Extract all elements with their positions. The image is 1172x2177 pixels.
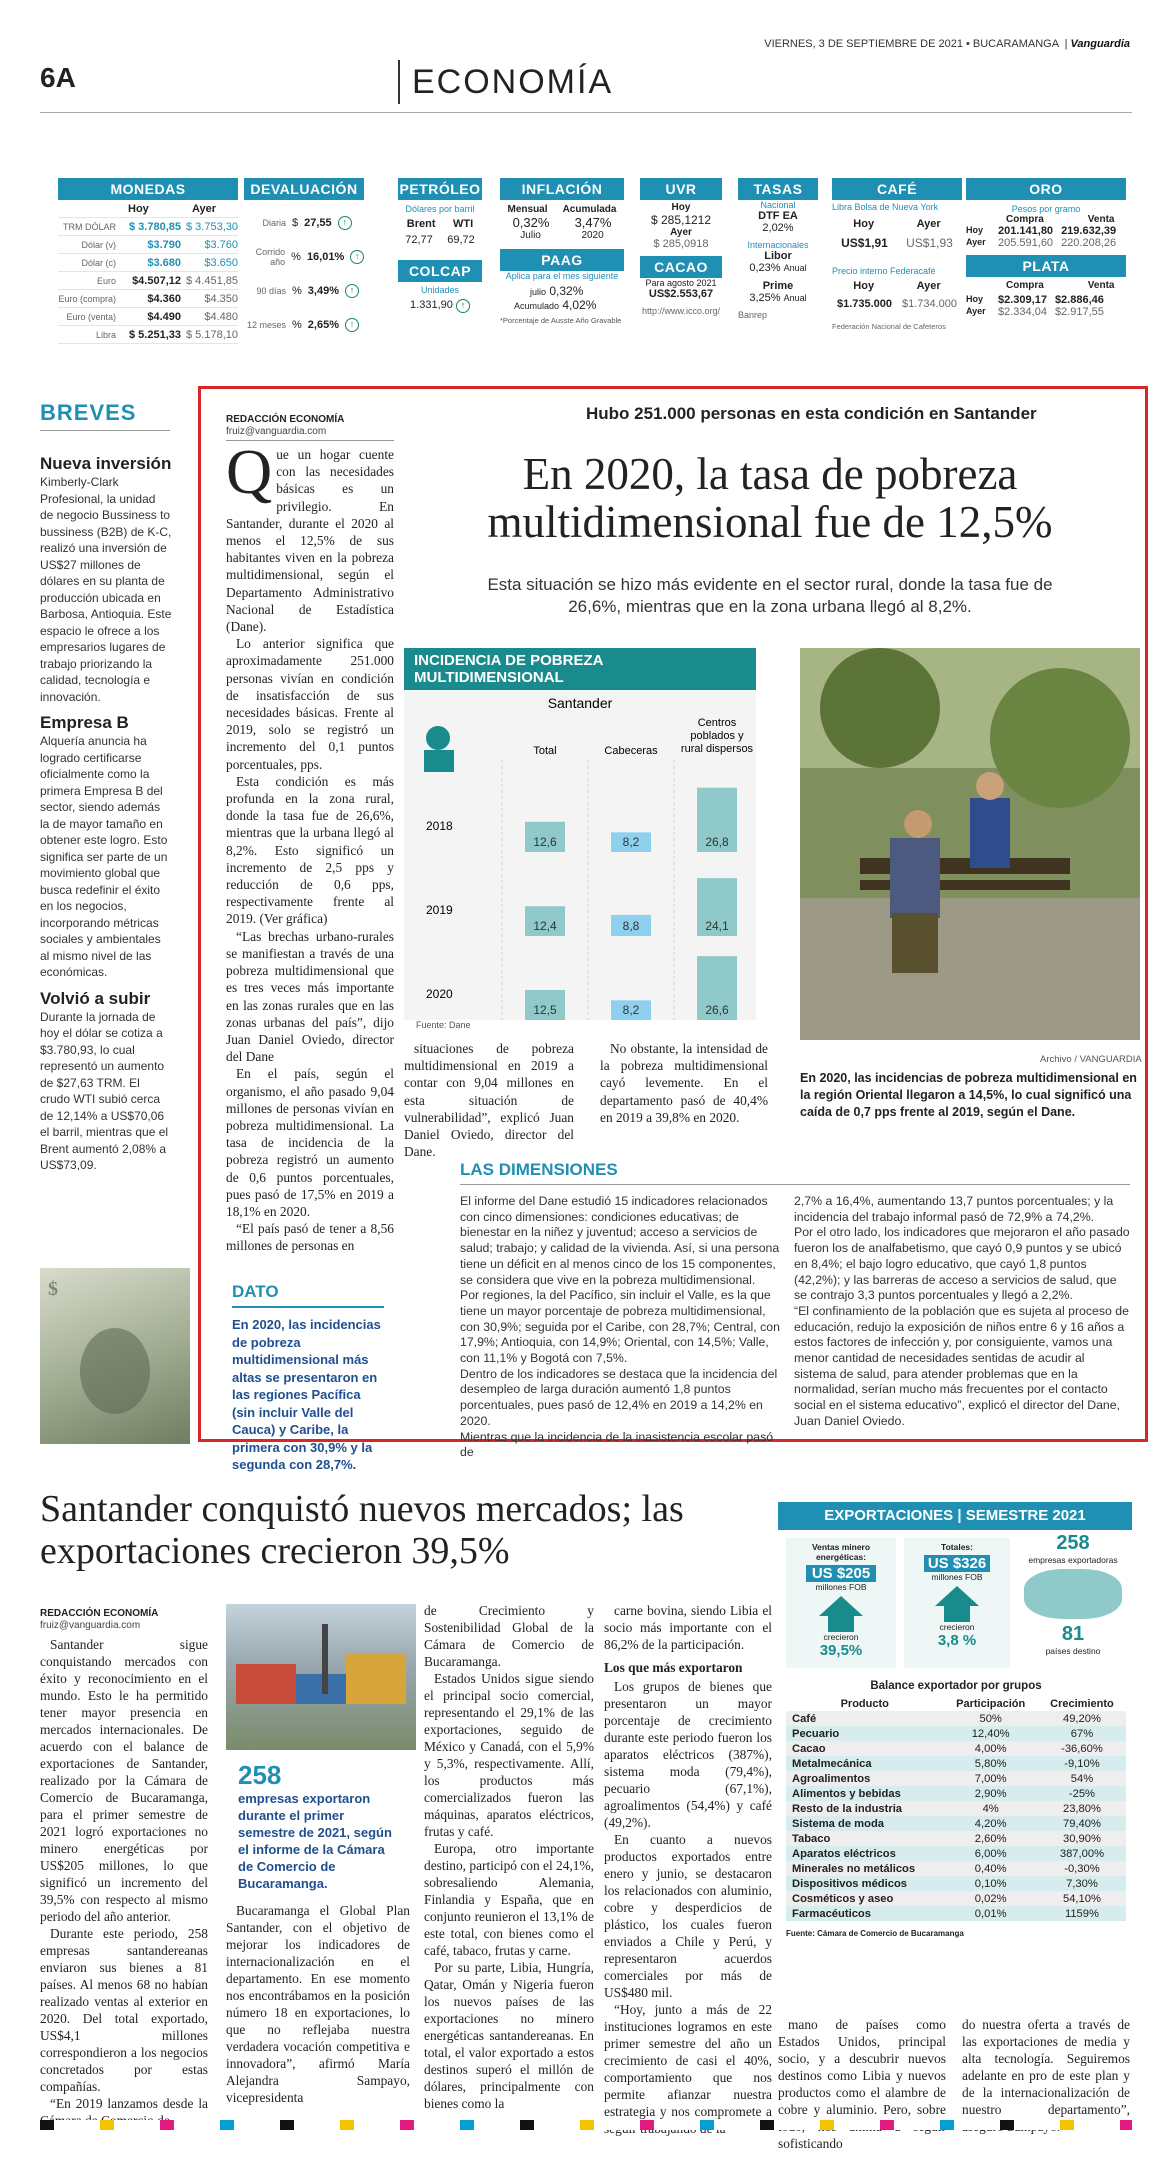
table-row: Tabaco 2,60% 30,90% (786, 1831, 1126, 1846)
paragraph: Europa, otro importante destino, participó con el 24,1%, sobresaliendo Alemania, Finlandia y España, que en conjunto reunieron el 13,1% de este total, con bienes como el café, tabaco, frutas y carne. (424, 1841, 594, 1958)
arrow-up-icon: ↑ (456, 299, 470, 313)
moneda-row (58, 254, 238, 272)
paragraph: Los grupos de bienes que presentaron un mayor porcentaje de crecimiento durante este periodo fueron los aparatos eléctricos (387%), sistema moda (79,4%), pecuario (67,1%), agroalimentos (54,4%) y café (49,2%). (604, 1679, 772, 1830)
table-row: Cacao 4,00% -36,60% (786, 1741, 1126, 1756)
dato-text: En 2020, las incidencias de pobreza multidimensional más altas se presentaron en las regiones Pacífica (sin incluir Valle del Cauca) y Caribe, la primera con 30,9% y la segunda con 28,7%. (232, 1317, 381, 1472)
table-row: Cosméticos y aseo 0,02% 54,10% (786, 1891, 1126, 1906)
moneda-label: TRM DÓLAR (62, 222, 116, 232)
dimensiones-col2 (794, 1194, 1130, 1430)
photo-credit: Archivo / VANGUARDIA (1040, 1054, 1142, 1065)
arrow-up-icon: ↑ (338, 216, 352, 230)
paragraph: Santander sigue conquistando mercados con éxito y reconocimiento en el mundo. Esto le ha permitido tener mayor presencia en mercados internacionales. De acuerdo con el balance de exportaciones de Santander, realizado por la Cámara de Comercio de Bucaramanga, para el primer semestre de 2021 logró exportaciones no minero energéticas por US$205 millones, lo que significó un incremento del 39,5% con respecto al mismo periodo del año anterior. (40, 1637, 208, 1924)
inflacion-box: INFLACIÓN Mensual Acumulada 0,32% 3,47% Julio 2020 PAAG Aplica para el mes siguiente julio 0,32% Acumulado 4,02% *Porcentaje de Ausste Año Gravable (500, 178, 624, 368)
breves-column (40, 446, 172, 1174)
paragraph: El informe del Dane estudió 15 indicadores relacionados con cinco dimensiones: condiciones educativas; de bienestar en la niñez y juventud; acceso a servicios de salud; trabajo; y calidad de la vivienda. Así, si una persona tiene un déficit en al menos cinco de los 15 componentes, se considera que vive en la pobreza multidimensional. (460, 1194, 780, 1287)
petroleo-box: PETRÓLEO Dólares por barril Brent WTI 72,77 69,72 COLCAP Unidades 1.331,90 ↑ (398, 178, 482, 368)
category-label: poblados y (690, 730, 744, 742)
article-col2: situaciones de pobreza multidimensional en 2019 a contar con 9,04 millones en esta situación de vulnerabilidad”, explicó Juan Daniel Oviedo, director del Dane. (404, 1041, 574, 1160)
world-map-icon (1024, 1569, 1122, 1619)
moneda-hoy: $ 5.251,33 (129, 329, 181, 341)
data-label: 8,2 (622, 1003, 640, 1017)
moneda-label: Euro (venta) (66, 312, 116, 322)
dev-row (244, 206, 364, 240)
data-label: 12,4 (533, 919, 557, 933)
moneda-row (58, 326, 238, 344)
oro-box: ORO Pesos por gramo Compra Venta Hoy 201.141,80 219.632,39 Ayer 205.591,60 220.208,26 PLATA Compra Venta Hoy $2.309,17 $2.886,46 Ayer $2.334,04 $2.917,55 (966, 178, 1126, 368)
breve-body: Alquería anuncia ha logrado certificarse oficialmente como la primera Empresa B del sector, siendo además la de mayor tamaño en obtener este logro. Esto significa ser parte de un movimiento global que busca redefinir el éxito en los negocios, incorporando métricas sociales y ambientales al mismo nivel de las económicas. (40, 734, 168, 979)
moneda-ayer: $ 5.178,10 (186, 329, 238, 341)
table-row: Pecuario 12,40% 67% (786, 1726, 1126, 1741)
paragraph: “En 2019 lanzamos desde la (50, 2096, 208, 2111)
data-label: 12,5 (533, 1003, 557, 1017)
headline: En 2020, la tasa de pobreza multidimensional fue de 12,5% (487, 449, 1053, 547)
table-row: Minerales no metálicos 0,40% -0,30% (786, 1861, 1126, 1876)
category-label: Centros (697, 717, 737, 729)
cafe-box: CAFÉ Libra Bolsa de Nueva York Hoy Ayer US$1,91 US$1,93 Precio interno Federacafé Hoy Ayer $1.735.000 $1.734.000 Federación Nacional de Cafeteros (832, 178, 962, 368)
balance-table: Producto Participación Crecimiento Café 50% 49,20% Pecuario 12,40% 67% Cacao 4,00% -36,60% Metalmecánica 5,80% -9,10% Agroalimentos 7,00% 54% Alimentos y bebidas 2,90% -25% Resto de la industria 4% 23,80% Sistema de moda 4,20% 79,40% Tabaco 2,60% 30,90% Aparatos eléctricos 6,00% 387,00% Minerales no metálicos 0,40% -0,30% Dispositivos médicos 0,10% 7,30% Cosméticos y aseo 0,02% 54,10% Farmacéuticos 0,01% 1159% (786, 1696, 1126, 1921)
arrow-up-icon: ↑ (350, 250, 364, 264)
paragraph: En cuanto a nuevos productos exportados entre enero y junio, se destacaron los relacionados con aluminio, cobre y desperdicios de plástico, los cuales fueron enviados a Chile y Perú, y representaron acuerdos comerciales por más de US$480 mil. (604, 1832, 772, 2000)
monedas-title: MONEDAS (58, 178, 238, 200)
bottom-col1 (40, 1636, 208, 2129)
bottom-headline: Santander conquistó nuevos mercados; las exportaciones crecieron 39,5% (40, 1488, 684, 1572)
category-label: Cabeceras (604, 745, 658, 757)
table-title: Balance exportador por grupos (870, 1680, 1042, 1692)
moneda-ayer: $3.760 (204, 239, 238, 251)
header-divider (40, 112, 1132, 113)
port-photo (226, 1604, 416, 1750)
dimensiones-title: LAS DIMENSIONES (460, 1160, 618, 1179)
table-row: Agroalimentos 7,00% 54% (786, 1771, 1126, 1786)
year-label: 2019 (426, 903, 453, 917)
dev-unit: % (292, 285, 302, 297)
paragraph: Durante este periodo, 258 empresas santandereanas enviaron sus bienes a 81 países. Al menos 68 no habían realizado ventas al exterior en 2020. Del total exportado, US$4,1 millones correspondieron a los negocios concretados por estas compañías. (40, 1926, 208, 2094)
devaluacion-box: DEVALUACIÓN Diaria $ 27,55 ↑ Corrido año % 16,01% ↑ 90 días % 3,49% ↑ 12 meses % 2,65% ↑ (244, 178, 364, 368)
table-row: Dispositivos médicos 0,10% 7,30% (786, 1876, 1126, 1891)
dato-title: DATO (232, 1282, 384, 1308)
moneda-ayer: $ 4.451,85 (186, 275, 238, 287)
article-col3: No obstante, la intensidad de la pobreza multidimensional cayó levemente. En el departamento pasó de 40,4% en 2019 a 39,8% en 2020. (600, 1041, 768, 1125)
dimensiones-col1 (460, 1194, 782, 1461)
moneda-row (58, 308, 238, 326)
moneda-label: Dólar (c) (81, 258, 116, 268)
byline-email: fruiz@vanguardia.com (226, 426, 327, 437)
paragraph: Por su parte, Libia, Hungría, Qatar, Omán y Nigeria fueron los nuevos países de las exportaciones no minero energéticas santandereanas. En total, el valor exportado a estos destinos superó el millón de dólares, principalmente con bienes como la (424, 1960, 594, 2111)
big-number: 258 (238, 1760, 282, 1790)
monedas-box: MONEDAS Hoy Ayer TRM DÓLAR $ 3.780,85 $ 3.753,30 Dólar (v) $3.790 $3.760 Dólar (c) $3.680 $3.650 Euro $4.507,12 $ 4.451,85 Euro (compra) $4.360 $4.350 Euro (venta) $4.490 $4.480 Libra $ 5.251,33 $ 5.178,10 (58, 178, 238, 368)
moneda-label: Libra (95, 330, 116, 340)
data-label: 12,6 (533, 835, 557, 849)
subhead: Los que más exportaron (604, 1660, 743, 1675)
paragraph: Estados Unidos sigue siendo el principal socio comercial, representando el 29,1% de las exportaciones, seguido de México y Canadá, con el 5,9% y 5,3%, respectivamente. Allí, los productos más comercializados fueron las máquinas, aparatos eléctricos, frutas y café. (424, 1671, 594, 1839)
paragraph: Dentro de los indicadores se destaca que la incidencia del desempleo de larga duración aumentó 1,8 puntos porcentuales, pues pasó de 12,4% en 2019 a 14,2% en 2020. (460, 1366, 778, 1428)
data-label: 26,6 (705, 1003, 729, 1017)
category-label: Total (533, 745, 557, 757)
dato-box (232, 1282, 384, 1474)
year-label: 2020 (426, 987, 453, 1001)
moneda-hoy: $4.490 (147, 311, 181, 323)
paragraph: “El confinamiento de la población que es sujeta al proceso de educación, redujo la exposición de niños entre 6 y 16 años a estos factores de infección y, por consiguiente, vamos una menor cantidad de necesidades sentidas de acudir al sistema de salud, para atender problemas que en la normalidad, serían mucho más frecuentes por el contacto social en el sistema educativo”, explicó el director del Dane, Juan Daniel Oviedo. (794, 1303, 1129, 1428)
dev-value: 2,65% (307, 319, 339, 331)
chart-subtitle: Santander (547, 695, 613, 711)
colcap-title: COLCAP (398, 260, 482, 282)
moneda-row (58, 290, 238, 308)
paragraph: Lo anterior significa que aproximadamente 251.000 personas vivían en condición de insatisfacción de sus necesidades básicas. Frente al 2019, solo se registró un incremento del 0,1 puntos porcentuales, pps. (226, 636, 394, 772)
photo-caption: En 2020, las incidencias de pobreza multidimensional en la región Oriental llegaron a 14,5%, lo cual significó una caída de 0,7 pps frente al 2019, según el Dane. (800, 1071, 1137, 1119)
table-row: Farmacéuticos 0,01% 1159% (786, 1906, 1126, 1921)
chart-title: INCIDENCIA DE POBREZA MULTIDIMENSIONAL (404, 648, 756, 690)
paragraph: “Hoy, junto a más de 22 instituciones logramos en este primer semestre del año un crecimiento de casi el 40%, comportamiento que nos permite afianzar nuestra estrategia y nos compromete a (604, 2002, 772, 2119)
paragraph: “Las brechas urbano-rurales se manifiestan a través de una pobreza multidimensional que es tres veces más importante en las zonas rurales que en las zonas urbanas del país”, dijo Juan Daniel Oviedo, director del Dane (226, 928, 394, 1065)
moneda-row (58, 236, 238, 254)
dev-unit: % (291, 251, 301, 263)
table-row: Aparatos eléctricos 6,00% 387,00% (786, 1846, 1126, 1861)
dev-row (244, 308, 364, 342)
category-label: rural dispersos (680, 743, 754, 755)
data-label: 26,8 (705, 835, 729, 849)
data-label: 8,2 (622, 835, 640, 849)
paragraph: 2,7% a 16,4%, aumentando 13,7 puntos porcentuales; y la incidencia del trabajo informal pasó de 72,9% a 74,2%. (794, 1194, 1114, 1224)
paragraph: ue un hogar cuente con las necesidades básicas es un privilegio. En Santander, durante el 2020 al menos el 12,5% de sus habitantes viven en la pobreza multidimensional, según el Departamento Administrativo Nacional de Estadística (Dane). (226, 447, 394, 635)
paragraph: Mientras que la incidencia de la inasistencia escolar pasó de (460, 1429, 774, 1460)
dev-value: 3,49% (307, 285, 339, 297)
breve-body: Durante la jornada de hoy el dólar se cotiza a $3.780,93, lo cual representó un aumento de $27,63 TRM. El crudo WTI subió cerca de 12,14% a US$70,06 el barril, mientras que el Brent aumentó 2,08% a US$73,09. (40, 1009, 169, 1172)
moneda-ayer: $4.350 (204, 293, 238, 305)
dev-label: Corrido año (255, 247, 286, 267)
arrow-up-icon (935, 1586, 979, 1606)
article-col1 (226, 436, 394, 1255)
paragraph: “El país pasó de tener a 8,56 millones de personas en (226, 1221, 394, 1254)
table-row: Metalmecánica 5,80% -9,10% (786, 1756, 1126, 1771)
data-label: 8,8 (622, 919, 640, 933)
article-photo (800, 648, 1140, 1040)
moneda-ayer: $ 3.753,30 (186, 221, 238, 233)
page-number: 6A (40, 62, 76, 93)
bottom-col2: Bucaramanga el Global Plan Santander, con el objetivo de mejorar los indicadores de internacionalización en el departamento. En ese momento nos encontrábamos en la posición número 18 en exportaciones, lo que no reflejaba nuestra verdadera vocación competitiva e innovadora”, afirmó María Alejandra Sampayo, vicepresidenta (226, 1903, 410, 2105)
breve-head: Volvió a subir (40, 988, 151, 1008)
dev-row (244, 240, 364, 274)
moneda-hoy: $ 3.780,85 (129, 221, 181, 233)
dev-label: 90 días (256, 286, 286, 296)
family-icon (426, 726, 450, 750)
data-label: 24,1 (705, 919, 729, 933)
dollar-bill-image: $ (40, 1268, 190, 1444)
breve-head: Nueva inversión (40, 454, 172, 473)
bottom-col4: carne bovina, siendo Libia el socio más importante con el 86,2% de la participación. Los que más exportaron Los grupos de bienes que presentaron un mayor porcentaje de crecimiento durante este periodo fueron los aparatos eléctricos (387%), sistema moda (79,4%), pecuario (67,1%), agroalimentos (54,4%) y café (49,2%). En cuanto a nuevos productos exportados entre enero y junio, se destacaron los relacionados con aluminio, cobre y desperdicios de plástico, los cuales fueron enviados a Chile y Perú, y representaron acuerdos comerciales por más de US$480 mil. “Hoy, junto a más de 22 instituciones logramos en este primer semestre del año un crecimiento de casi el 40%, comportamiento que nos permite afianzar nuestra estrategia y nos compromete a (604, 1602, 772, 2137)
kicker: Hubo 251.000 personas en esta condición en Santander (586, 404, 1037, 423)
breve-head: Empresa B (40, 713, 129, 732)
byline: REDACCIÓN ECONOMÍA (226, 414, 345, 425)
arrow-up-icon: ↑ (345, 318, 359, 332)
page-dateline: VIERNES, 3 DE SEPTIEMBRE DE 2021 • BUCARAMANGA | Vanguardia (764, 38, 1130, 50)
moneda-hoy: $4.507,12 (132, 275, 181, 287)
table-row: Resto de la industria 4% 23,80% (786, 1801, 1126, 1816)
paragraph: Por el otro lado, los indicadores que mejoraron el año pasado fueron los de analfabetismo, que cayó 0,9 puntos y se ubicó en 8,4%; el bajo logro educativo, que cayó 1,8 puntos (42,2%); y las barreras de acceso a servicios de salud, que se contrajo 3,3 puntos porcentuales y llegó a 2,2%. (794, 1225, 1130, 1303)
uvr-box: UVR Hoy $ 285,1212 Ayer $ 285,0918 CACAO Para agosto 2021 US$2.553,67 http://www.icco.org/ (640, 178, 722, 368)
dev-row (244, 274, 364, 308)
dropcap: Q (226, 436, 273, 507)
tasas-box: TASAS Nacional DTF EA 2,02% Internacionales Libor 0,23% Anual Prime 3,25% Anual Banrep (738, 178, 818, 368)
moneda-ayer: $3.650 (204, 257, 238, 269)
dev-value: 16,01% (306, 251, 345, 263)
table-row: Café 50% 49,20% (786, 1711, 1126, 1726)
bottom-col5: mano de países como Estados Unidos, principal socio, y a descubrir nuevos destinos como Libia y nuevos productos como el alambre de cobre y aluminio. Pero, sobre sofisticando (778, 2017, 946, 2151)
chart-source: Fuente: Dane (416, 1020, 471, 1030)
section-title: ECONOMÍA (398, 60, 613, 104)
bottom-col6: do nuestra oferta a través de las exportaciones de media y alta tecnología. Seguiremos adelante en pro de este plan y de la internacionalización de nuestro departamento”, (962, 2017, 1130, 2117)
moneda-label: Euro (96, 276, 116, 286)
dev-label: 12 meses (246, 320, 286, 330)
exports-title: EXPORTACIONES | SEMESTRE 2021 (778, 1502, 1132, 1530)
dev-value: 27,55 (304, 217, 332, 229)
year-label: 2018 (426, 819, 453, 833)
dev-unit: % (292, 319, 302, 331)
moneda-label: Dólar (v) (81, 240, 116, 250)
table-row: Sistema de moda 4,20% 79,40% (786, 1816, 1126, 1831)
brand-logo: Vanguardia (1070, 38, 1130, 50)
deck: Esta situación se hizo más evidente en el sector rural, donde la tasa fue de 26,6%, mientras que en la zona urbana llegó al 8,2%. (487, 575, 1053, 616)
paragraph: En el país, según el organismo, el año pasado 9,04 millones de personas vivían en pobreza multidimensional. La tasa de incidencia de la pobreza registró un aumento de 0,6 puntos porcentuales, pues pasó de 17,5% en 2019 a 18,1% en 2020. (226, 1066, 394, 1219)
moneda-row (58, 218, 238, 236)
arrow-up-icon (819, 1596, 863, 1616)
chart (404, 648, 756, 1030)
bottom-col3 (424, 1602, 594, 2112)
moneda-ayer: $4.480 (204, 311, 238, 323)
exports-infographic: EXPORTACIONES | SEMESTRE 2021 Ventas minero energéticas: US $205 millones FOB crecieron 39,5% Totales: US $326 millones FOB crecieron 3,8 % 258 empresas exportadoras 81 países destino Balance exportador por grupos Producto Participación Crecimiento Café 50% 49,20% Pecuario 12,40% 67% Cacao 4,00% -36,60% Metalmecánica 5,80% -9,10% Agroalimentos 7,00% 54% Alimentos y bebidas 2,90% -25% Resto de la industria 4% 23,80% Sistema de moda 4,20% 79,40% Tabaco 2,60% 30,90% Aparatos eléctricos 6,00% 387,00% Minerales no metálicos 0,40% -0,30% Dispositivos médicos 0,10% 7,30% Cosméticos y aseo 0,02% 54,10% Farmacéuticos 0,01% 1159% Fuente: Cámara de Comercio de Bucaramanga (778, 1502, 1132, 2002)
moneda-hoy: $4.360 (147, 293, 181, 305)
footer-color-bar (40, 2120, 1132, 2130)
paragraph: Esta condición es más profunda en la zona rural, donde la tasa fue de 26,6%, mientras que la urbana llegó al 8,2%. Esto significó un incremento de 2,5 pps y reducción de 0,6 pps, respectivamente frente al 2019. (Ver gráfica) (226, 773, 394, 927)
breves-title: BREVES (40, 400, 137, 425)
chart-svg (404, 690, 756, 1036)
moneda-hoy: $3.790 (147, 239, 181, 251)
dev-label: Diaria (262, 218, 286, 228)
family-icon (424, 750, 454, 772)
paragraph: Por regiones, la del Pacífico, sin incluir el Valle, es la que tiene un mayor porcentaje de pobreza multidimensional, con 30,9%; seguida por el Caribe, con 28,7%; Central, con 17,9%; Antioquia, con 14,9%; Oriental, con 14,5%; Valle, con 11,1% y Bogotá con 7,5%. (460, 1288, 780, 1366)
moneda-row (58, 272, 238, 290)
arrow-up-icon: ↑ (345, 284, 359, 298)
moneda-hoy: $3.680 (147, 257, 181, 269)
breve-body: Kimberly-Clark Profesional, la unidad de negocio Bussiness to bussiness (B2B) de K-C, realizó una inversión de US$27 millones de dólares en su planta de producción ubicada en Barbosa, Antioquia. Este espacio le ofrece a los empresarios lugares de trabajo priorizando la calidad, tecnología e innovación. (40, 475, 172, 704)
moneda-label: Euro (compra) (58, 294, 116, 304)
paragraph: de Crecimiento y Sostenibilidad Global de la Cámara de Comercio de Bucaramanga. (424, 1603, 594, 1669)
table-row: Alimentos y bebidas 2,90% -25% (786, 1786, 1126, 1801)
dev-unit: $ (292, 217, 299, 229)
